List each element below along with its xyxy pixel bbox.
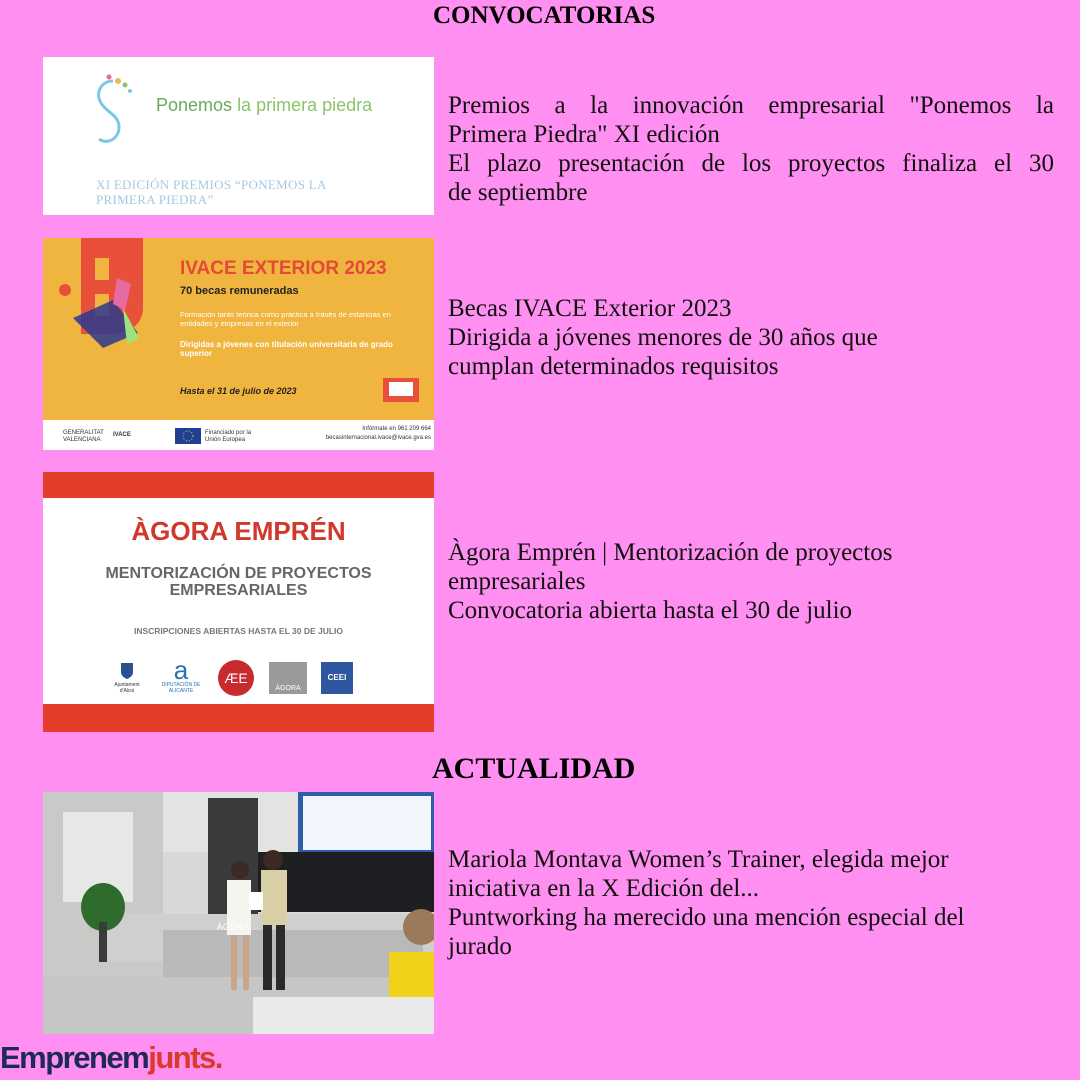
award-ceremony-photo[interactable]	[43, 792, 434, 1034]
ceei-logo: CEEI	[321, 662, 353, 694]
item-4-title-line: Mariola Montava Women’s Trainer, elegida mejor	[448, 846, 949, 873]
agora-subtitle: MENTORIZACIÓN DE PROYECTOS EMPRESARIALES	[105, 565, 372, 599]
ponemos-logo-text: Ponemos la primera piedra	[156, 95, 373, 115]
ivace-email: becasinternacional.ivace@ivace.gva.es	[325, 435, 431, 441]
agora-title: ÀGORA EMPRÉN	[131, 516, 346, 546]
item-4-title-line: iniciativa en la X Edición del...	[448, 875, 760, 902]
agora-banner-text: ÀGORA	[216, 922, 250, 932]
item-1-title-line: Primera Piedra" XI edición	[448, 121, 720, 148]
ivace-phone: Infórmate en 961 209 664	[362, 426, 431, 432]
ivace-exterior-image[interactable]	[43, 238, 434, 450]
item-4-desc-line: jurado	[448, 933, 512, 960]
agora-inscripciones: INSCRIPCIONES ABIERTAS HASTA EL 30 DE JULIO	[133, 626, 344, 636]
ivace-logo-text: IVACE	[113, 432, 131, 438]
alcoi-logo: Ajuntament d'Alcoi	[107, 662, 147, 694]
agora-logo: ÀGORA	[269, 662, 307, 694]
brand-part-1: Emprenem	[0, 1040, 149, 1075]
ceremony-scene-icon	[43, 792, 434, 1034]
ivace-title: IVACE EXTERIOR 2023	[180, 258, 387, 279]
emprenemjunts-logo[interactable]	[0, 1040, 222, 1076]
ivace-footer	[43, 420, 434, 450]
ivace-desc: Formación tanto teórica como práctica a través de estancias en entidades y empresas en el exterior	[180, 310, 391, 328]
eu-flag-icon	[175, 428, 201, 444]
ivace-becas: 70 becas remuneradas	[180, 285, 299, 297]
item-1-title-line: Premios a la innovación empresarial "Ponemos la	[448, 92, 1054, 119]
agora-bottom-bar	[43, 704, 434, 732]
convocatorias-heading: CONVOCATORIAS	[433, 2, 656, 29]
ponemos-primera-piedra-image[interactable]	[43, 57, 434, 215]
item-1-desc-line: El plazo presentación de los proyectos finaliza el 30	[448, 150, 1054, 177]
ae-logo: ÆE	[218, 660, 254, 696]
item-3-text[interactable]	[448, 538, 1054, 625]
brand-part-2: junts.	[148, 1040, 222, 1075]
agora-empren-image[interactable]	[43, 472, 434, 732]
actualidad-heading: ACTUALIDAD	[432, 752, 636, 785]
item-2-desc-line: cumplan determinados requisitos	[448, 353, 779, 380]
item-3-title-line: empresariales	[448, 568, 586, 595]
item-1-text[interactable]	[448, 91, 1054, 207]
ponemos-subtitle: XI EDICIÓN PREMIOS “PONEMOS LA PRIMERA PIEDRA”	[96, 177, 327, 207]
item-4-desc-line: Puntworking ha merecido una mención especial del	[448, 904, 965, 931]
diputacion-logo: a DIPUTACIÓN DE ALICANTE	[161, 655, 201, 694]
item-4-text[interactable]	[448, 845, 1054, 961]
item-3-desc-line: Convocatoria abierta hasta el 30 de julio	[448, 597, 853, 624]
agora-sponsor-logos	[43, 655, 434, 698]
item-2-desc-line: Dirigida a jóvenes menores de 30 años que	[448, 324, 878, 351]
alcoi-shield-icon	[120, 662, 134, 680]
ivace-deadline: Hasta el 31 de julio de 2023	[180, 386, 297, 396]
eu-funding-text: Financiado por la Unión Europea	[205, 430, 252, 443]
item-2-title-line: Becas IVACE Exterior 2023	[448, 295, 732, 322]
item-1-desc-line: de septiembre	[448, 179, 588, 206]
generalitat-logo-text: GENERALITAT VALENCIANA	[63, 430, 104, 443]
agora-top-bar	[43, 472, 434, 498]
item-3-title-line: Àgora Emprén | Mentorización de proyectos	[448, 539, 893, 566]
item-2-text[interactable]	[448, 294, 1054, 381]
ivace-target: Dirigidas a jóvenes con titulación universitaria de grado superior	[180, 340, 393, 358]
